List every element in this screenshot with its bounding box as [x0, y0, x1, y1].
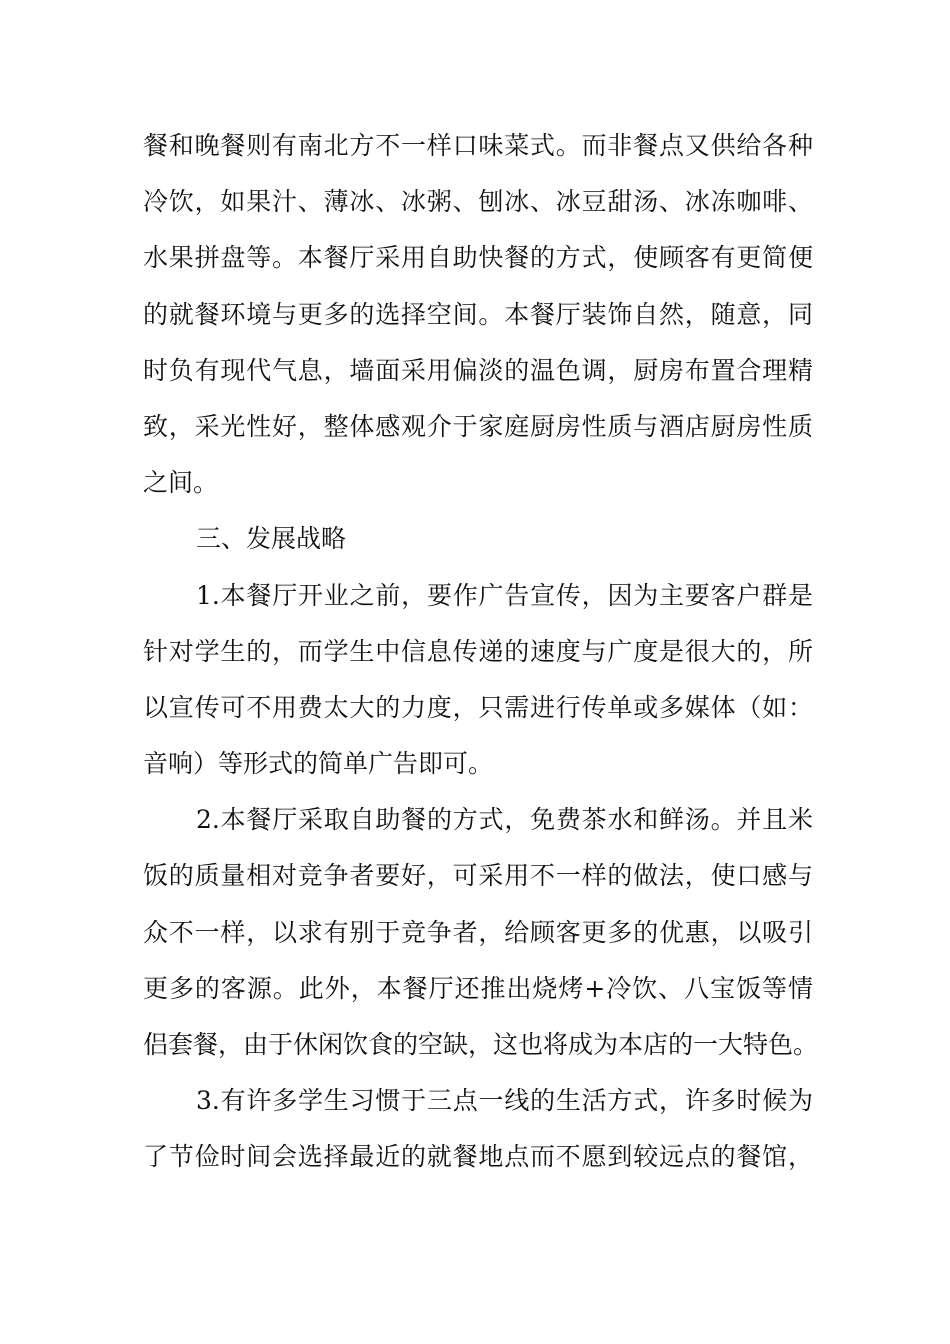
text-line: 以宣传可不用费太大的力度，只需进行传单或多媒体（如：	[143, 692, 813, 722]
text-line: 更多的客源。此外，本餐厅还推出烧烤+冷饮、八宝饭等情	[143, 973, 813, 1003]
text-line: 之间。	[143, 468, 219, 498]
text-line: 冷饮，如果汁、薄冰、冰粥、刨冰、冰豆甜汤、冰冻咖啡、	[143, 187, 813, 217]
text-line: 的就餐环境与更多的选择空间。本餐厅装饰自然，随意，同	[143, 299, 813, 329]
text-line: 音响）等形式的简单广告即可。	[143, 749, 494, 779]
text-line: 3.有许多学生习惯于三点一线的生活方式，许多时候为	[196, 1086, 813, 1116]
text-line: 2.本餐厅采取自助餐的方式，免费茶水和鲜汤。并且米	[196, 805, 813, 835]
text-line: 1.本餐厅开业之前，要作广告宣传，因为主要客户群是	[196, 580, 813, 610]
text-line: 水果拼盘等。本餐厅采用自助快餐的方式，使顾客有更简便	[143, 243, 813, 273]
text-line: 致，采光性好，整体感观介于家庭厨房性质与酒店厨房性质	[143, 411, 813, 441]
text-line: 了节俭时间会选择最近的就餐地点而不愿到较远点的餐馆，	[143, 1142, 813, 1172]
text-line: 侣套餐，由于休闲饮食的空缺，这也将成为本店的一大特色。	[143, 1030, 819, 1059]
text-line: 众不一样，以求有别于竞争者，给顾客更多的优惠，以吸引	[143, 917, 813, 947]
text-line: 饭的质量相对竞争者要好，可采用不一样的做法，使口感与	[143, 861, 813, 891]
section-heading: 三、发展战略	[196, 524, 347, 554]
body-text	[143, 118, 819, 1186]
text-line: 针对学生的，而学生中信息传递的速度与广度是很大的，所	[143, 636, 813, 666]
text-line: 餐和晚餐则有南北方不一样口味菜式。而非餐点又供给各种	[143, 131, 813, 160]
text-line: 时负有现代气息，墙面采用偏淡的温色调，厨房布置合理精	[143, 355, 813, 385]
